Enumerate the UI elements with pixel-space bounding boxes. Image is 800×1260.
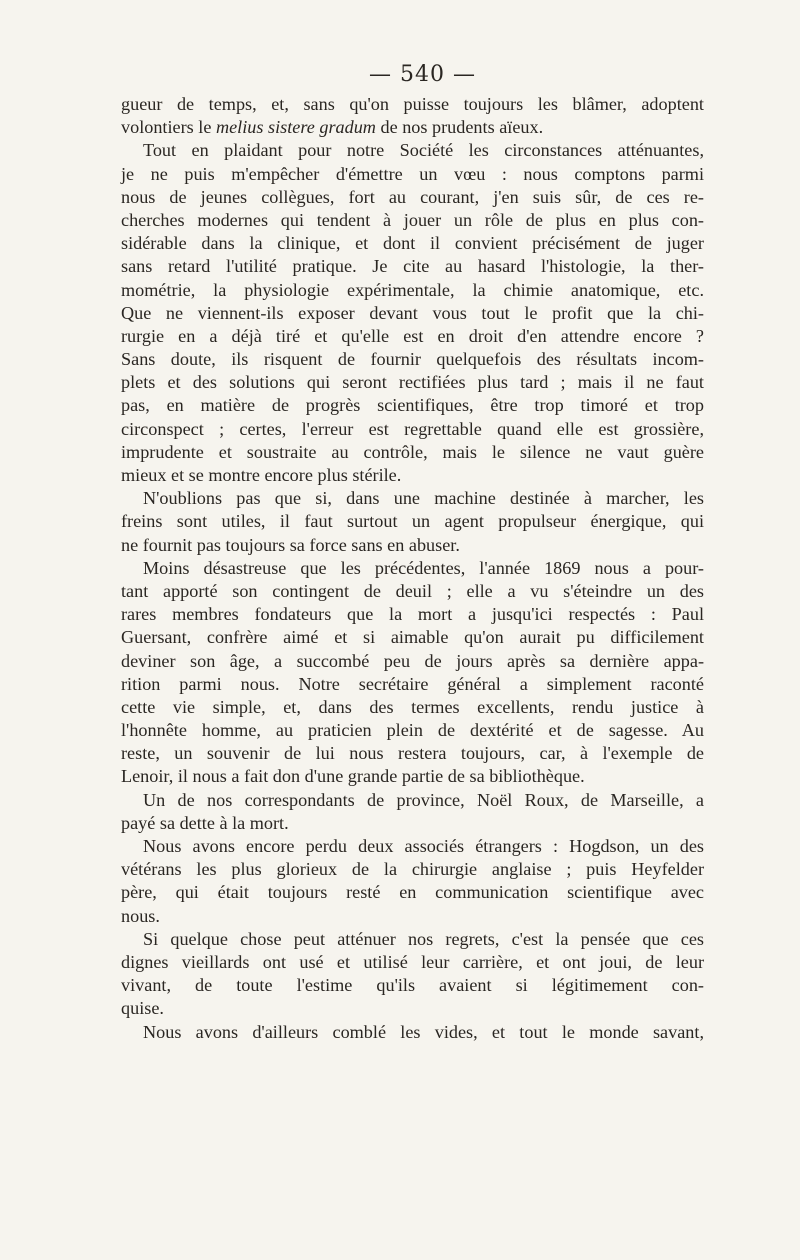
text-line xyxy=(121,139,704,162)
text-segment: Un de nos correspondants de province, Noël Roux, de Marseille, a xyxy=(143,789,704,810)
text-segment: sans retard l'utilité pratique. Je cite au hasard l'histologie, la ther- xyxy=(121,256,704,277)
text-segment: rurgie en a déjà tiré et qu'elle est en droit d'en attendre encore ? xyxy=(121,325,704,346)
text-segment: mieux et se montre encore plus stérile. xyxy=(121,465,402,485)
text-segment: je ne puis m'empêcher d'émettre un vœu : nous comptons parmi xyxy=(121,163,704,184)
text-segment: rition parmi nous. Notre secrétaire général a simplement raconté xyxy=(121,673,704,694)
text-segment: deviner son âge, a succombé peu de jours après sa dernière appa- xyxy=(121,650,704,671)
text-line xyxy=(121,418,704,441)
text-line xyxy=(121,951,704,974)
text-segment: cherches modernes qui tendent à jouer un rôle de plus en plus con- xyxy=(121,209,704,230)
text-segment: reste, un souvenir de lui nous restera toujours, car, à l'exemple de xyxy=(121,743,704,764)
text-segment: Si quelque chose peut atténuer nos regrets, c'est la pensée que ces xyxy=(143,928,704,949)
text-line xyxy=(121,1021,704,1044)
text-segment: vétérans les plus glorieux de la chirurgie anglaise ; puis Heyfelder xyxy=(121,859,704,880)
text-line xyxy=(121,441,704,464)
paragraph xyxy=(121,139,704,487)
text-segment: plets et des solutions qui seront rectifiées plus tard ; mais il ne faut xyxy=(121,372,704,393)
text-segment: freins sont utiles, il faut surtout un agent propulseur énergique, qui xyxy=(121,511,704,532)
text-line xyxy=(121,464,704,487)
text-line xyxy=(121,255,704,278)
text-line xyxy=(121,510,704,533)
text-segment: Que ne viennent-ils exposer devant vous tout le profit que la chi- xyxy=(121,302,704,323)
body-text xyxy=(121,93,704,1044)
text-segment: cette vie simple, et, dans des termes excellents, rendu justice à xyxy=(121,696,704,717)
text-line xyxy=(121,580,704,603)
text-segment: père, qui était toujours resté en communication scientifique avec xyxy=(121,882,704,903)
text-line xyxy=(121,93,704,116)
text-segment: N'oublions pas que si, dans une machine destinée à marcher, les xyxy=(143,488,704,509)
text-line xyxy=(121,209,704,232)
text-segment: Sans doute, ils risquent de fournir quelquefois des résultats incom- xyxy=(121,349,704,370)
text-line xyxy=(121,557,704,580)
text-line xyxy=(121,928,704,951)
text-line xyxy=(121,835,704,858)
paragraph xyxy=(121,1021,704,1044)
text-line xyxy=(121,163,704,186)
text-line xyxy=(121,974,704,997)
text-segment: circonspect ; certes, l'erreur est regrettable quand elle est grossière, xyxy=(121,418,704,439)
text-line xyxy=(121,279,704,302)
text-line xyxy=(121,487,704,510)
paragraph xyxy=(121,835,704,928)
text-line xyxy=(121,742,704,765)
page-number: — 540 — xyxy=(369,62,476,87)
text-segment: Guersant, confrère aimé et si aimable qu'on aurait pu difficilement xyxy=(121,627,704,648)
text-segment: Tout en plaidant pour notre Société les circonstances atténuantes, xyxy=(143,140,704,161)
text-segment: nous de jeunes collègues, fort au courant, j'en suis sûr, de ces re- xyxy=(121,186,704,207)
text-line xyxy=(121,673,704,696)
paragraph xyxy=(121,487,704,557)
text-segment: Nous avons encore perdu deux associés étrangers : Hogdson, un des xyxy=(143,836,704,856)
text-line xyxy=(121,765,704,788)
text-line xyxy=(121,626,704,649)
paragraph xyxy=(121,557,704,789)
text-line xyxy=(121,858,704,881)
text-line xyxy=(121,394,704,417)
text-line xyxy=(121,603,704,626)
text-segment: nous. xyxy=(121,905,160,926)
text-line xyxy=(121,302,704,325)
text-line xyxy=(121,650,704,673)
text-line xyxy=(121,997,704,1020)
text-line xyxy=(121,881,704,904)
text-line xyxy=(121,905,704,928)
text-segment: quise. xyxy=(121,998,164,1019)
paragraph xyxy=(121,789,704,835)
text-line xyxy=(121,348,704,371)
text-segment: tant apporté son contingent de deuil ; elle a vu s'éteindre un des xyxy=(121,580,704,601)
text-segment: payé sa dette à la mort. xyxy=(121,812,289,833)
text-line xyxy=(121,116,704,139)
text-line xyxy=(121,812,704,835)
text-line xyxy=(121,186,704,209)
text-line xyxy=(121,371,704,394)
text-segment: imprudente et soustraite au contrôle, mais le silence ne vaut guère xyxy=(121,441,704,462)
text-segment: volontiers le xyxy=(121,117,216,138)
text-segment: ne fournit pas toujours sa force sans en abuser. xyxy=(121,534,460,555)
text-line xyxy=(121,232,704,255)
text-line xyxy=(121,325,704,348)
italic-phrase: melius sistere gradum xyxy=(215,117,376,138)
text-segment: rares membres fondateurs que la mort a jusqu'ici respectés : Paul xyxy=(121,604,704,625)
paragraph xyxy=(121,928,704,1021)
text-segment: vivant, de toute l'estime qu'ils avaient si légitimement con- xyxy=(121,975,704,996)
text-line xyxy=(121,719,704,742)
text-line xyxy=(121,534,704,557)
text-segment: de nos prudents aïeux. xyxy=(375,117,544,138)
text-line xyxy=(121,789,704,812)
text-line xyxy=(121,696,704,719)
paragraph xyxy=(121,93,704,139)
text-segment: gueur de temps, et, sans qu'on puisse toujours les blâmer, adoptent xyxy=(121,94,704,114)
text-segment: Nous avons d'ailleurs comblé les vides, et tout le monde savant, xyxy=(143,1021,704,1042)
text-segment: mométrie, la physiologie expérimentale, la chimie anatomique, etc. xyxy=(121,279,704,300)
text-segment: Moins désastreuse que les précédentes, l'année 1869 nous a pour- xyxy=(143,557,704,578)
text-segment: Lenoir, il nous a fait don d'une grande partie de sa bibliothèque. xyxy=(121,766,585,787)
text-segment: pas, en matière de progrès scientifiques, être trop timoré et trop xyxy=(121,395,704,416)
text-segment: sidérable dans la clinique, et dont il convient précisément de juger xyxy=(121,233,704,254)
text-segment: dignes vieillards ont usé et utilisé leur carrière, et ont joui, de leur xyxy=(121,951,704,972)
text-segment: l'honnête homme, au praticien plein de dextérité et de sagesse. Au xyxy=(121,720,704,741)
